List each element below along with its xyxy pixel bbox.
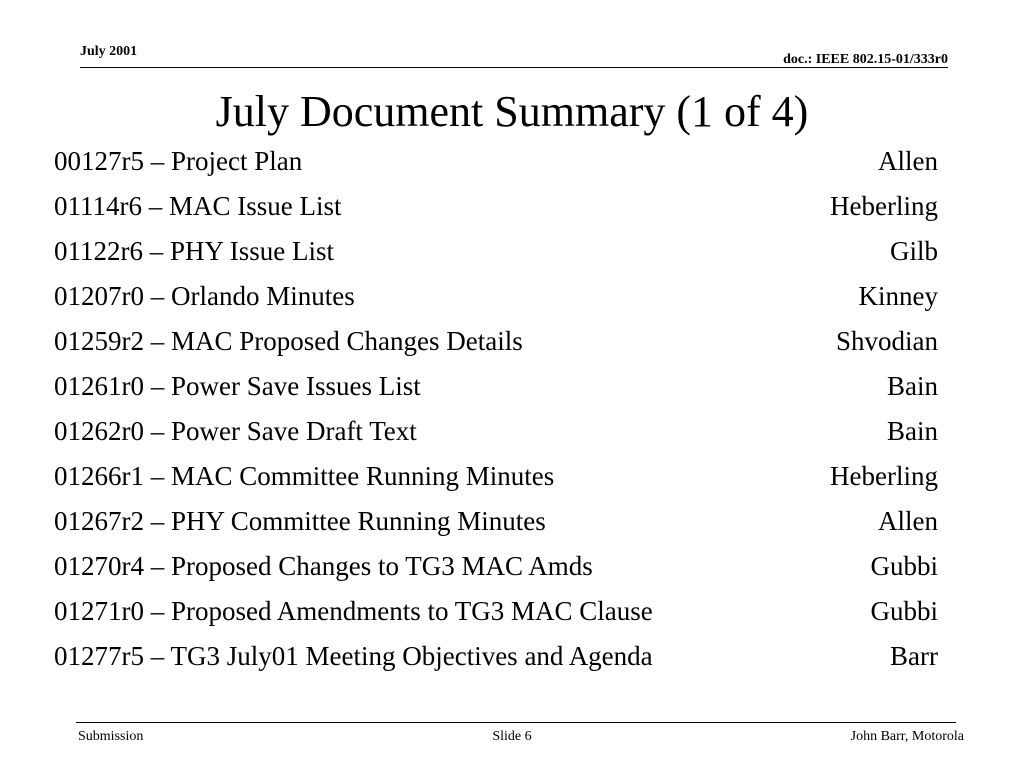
document-author: Gubbi [870,596,938,626]
slide-title: July Document Summary (1 of 4) [215,87,809,136]
document-description: 01207r0 – Orlando Minutes [54,281,355,311]
document-description: 01271r0 – Proposed Amendments to TG3 MAC Clause [54,596,653,626]
footer-author: John Barr, Motorola [850,729,964,744]
header-divider [80,67,948,68]
document-description: 01122r6 – PHY Issue List [54,236,334,266]
document-author: Kinney [858,281,938,311]
document-author: Barr [890,641,938,671]
document-row [54,502,938,547]
document-author: Allen [878,506,938,536]
footer-divider [76,722,956,723]
document-description: 01261r0 – Power Save Issues List [54,371,421,401]
document-list [54,142,938,682]
footer-slide-number: Slide 6 [492,729,532,744]
document-description: 01266r1 – MAC Committee Running Minutes [54,461,555,491]
document-description: 01259r2 – MAC Proposed Changes Details [54,326,523,356]
document-description: 00127r5 – Project Plan [54,146,303,176]
document-row [54,232,938,277]
header-date: July 2001 [80,44,138,59]
document-description: 01267r2 – PHY Committee Running Minutes [54,506,546,536]
document-row [54,637,938,682]
document-row [54,592,938,637]
document-author: Gilb [889,236,938,266]
document-author: Gubbi [870,551,938,581]
document-description: 01270r4 – Proposed Changes to TG3 MAC Amds [54,551,593,581]
document-row [54,187,938,232]
document-author: Allen [878,146,938,176]
document-row [54,547,938,592]
document-row [54,367,938,412]
document-description: 01114r6 – MAC Issue List [54,191,342,221]
document-author: Heberling [830,461,938,491]
footer-submission: Submission [78,729,144,744]
document-author: Bain [887,416,938,446]
document-author: Heberling [830,191,938,221]
document-description: 01277r5 – TG3 July01 Meeting Objectives and Agenda [54,641,653,671]
header-doc-id: doc.: IEEE 802.15-01/333r0 [783,52,948,67]
document-row [54,277,938,322]
document-row [54,412,938,457]
document-author: Shvodian [835,326,938,356]
document-row [54,142,938,187]
document-row [54,457,938,502]
document-description: 01262r0 – Power Save Draft Text [54,416,417,446]
document-author: Bain [887,371,938,401]
document-row [54,322,938,367]
